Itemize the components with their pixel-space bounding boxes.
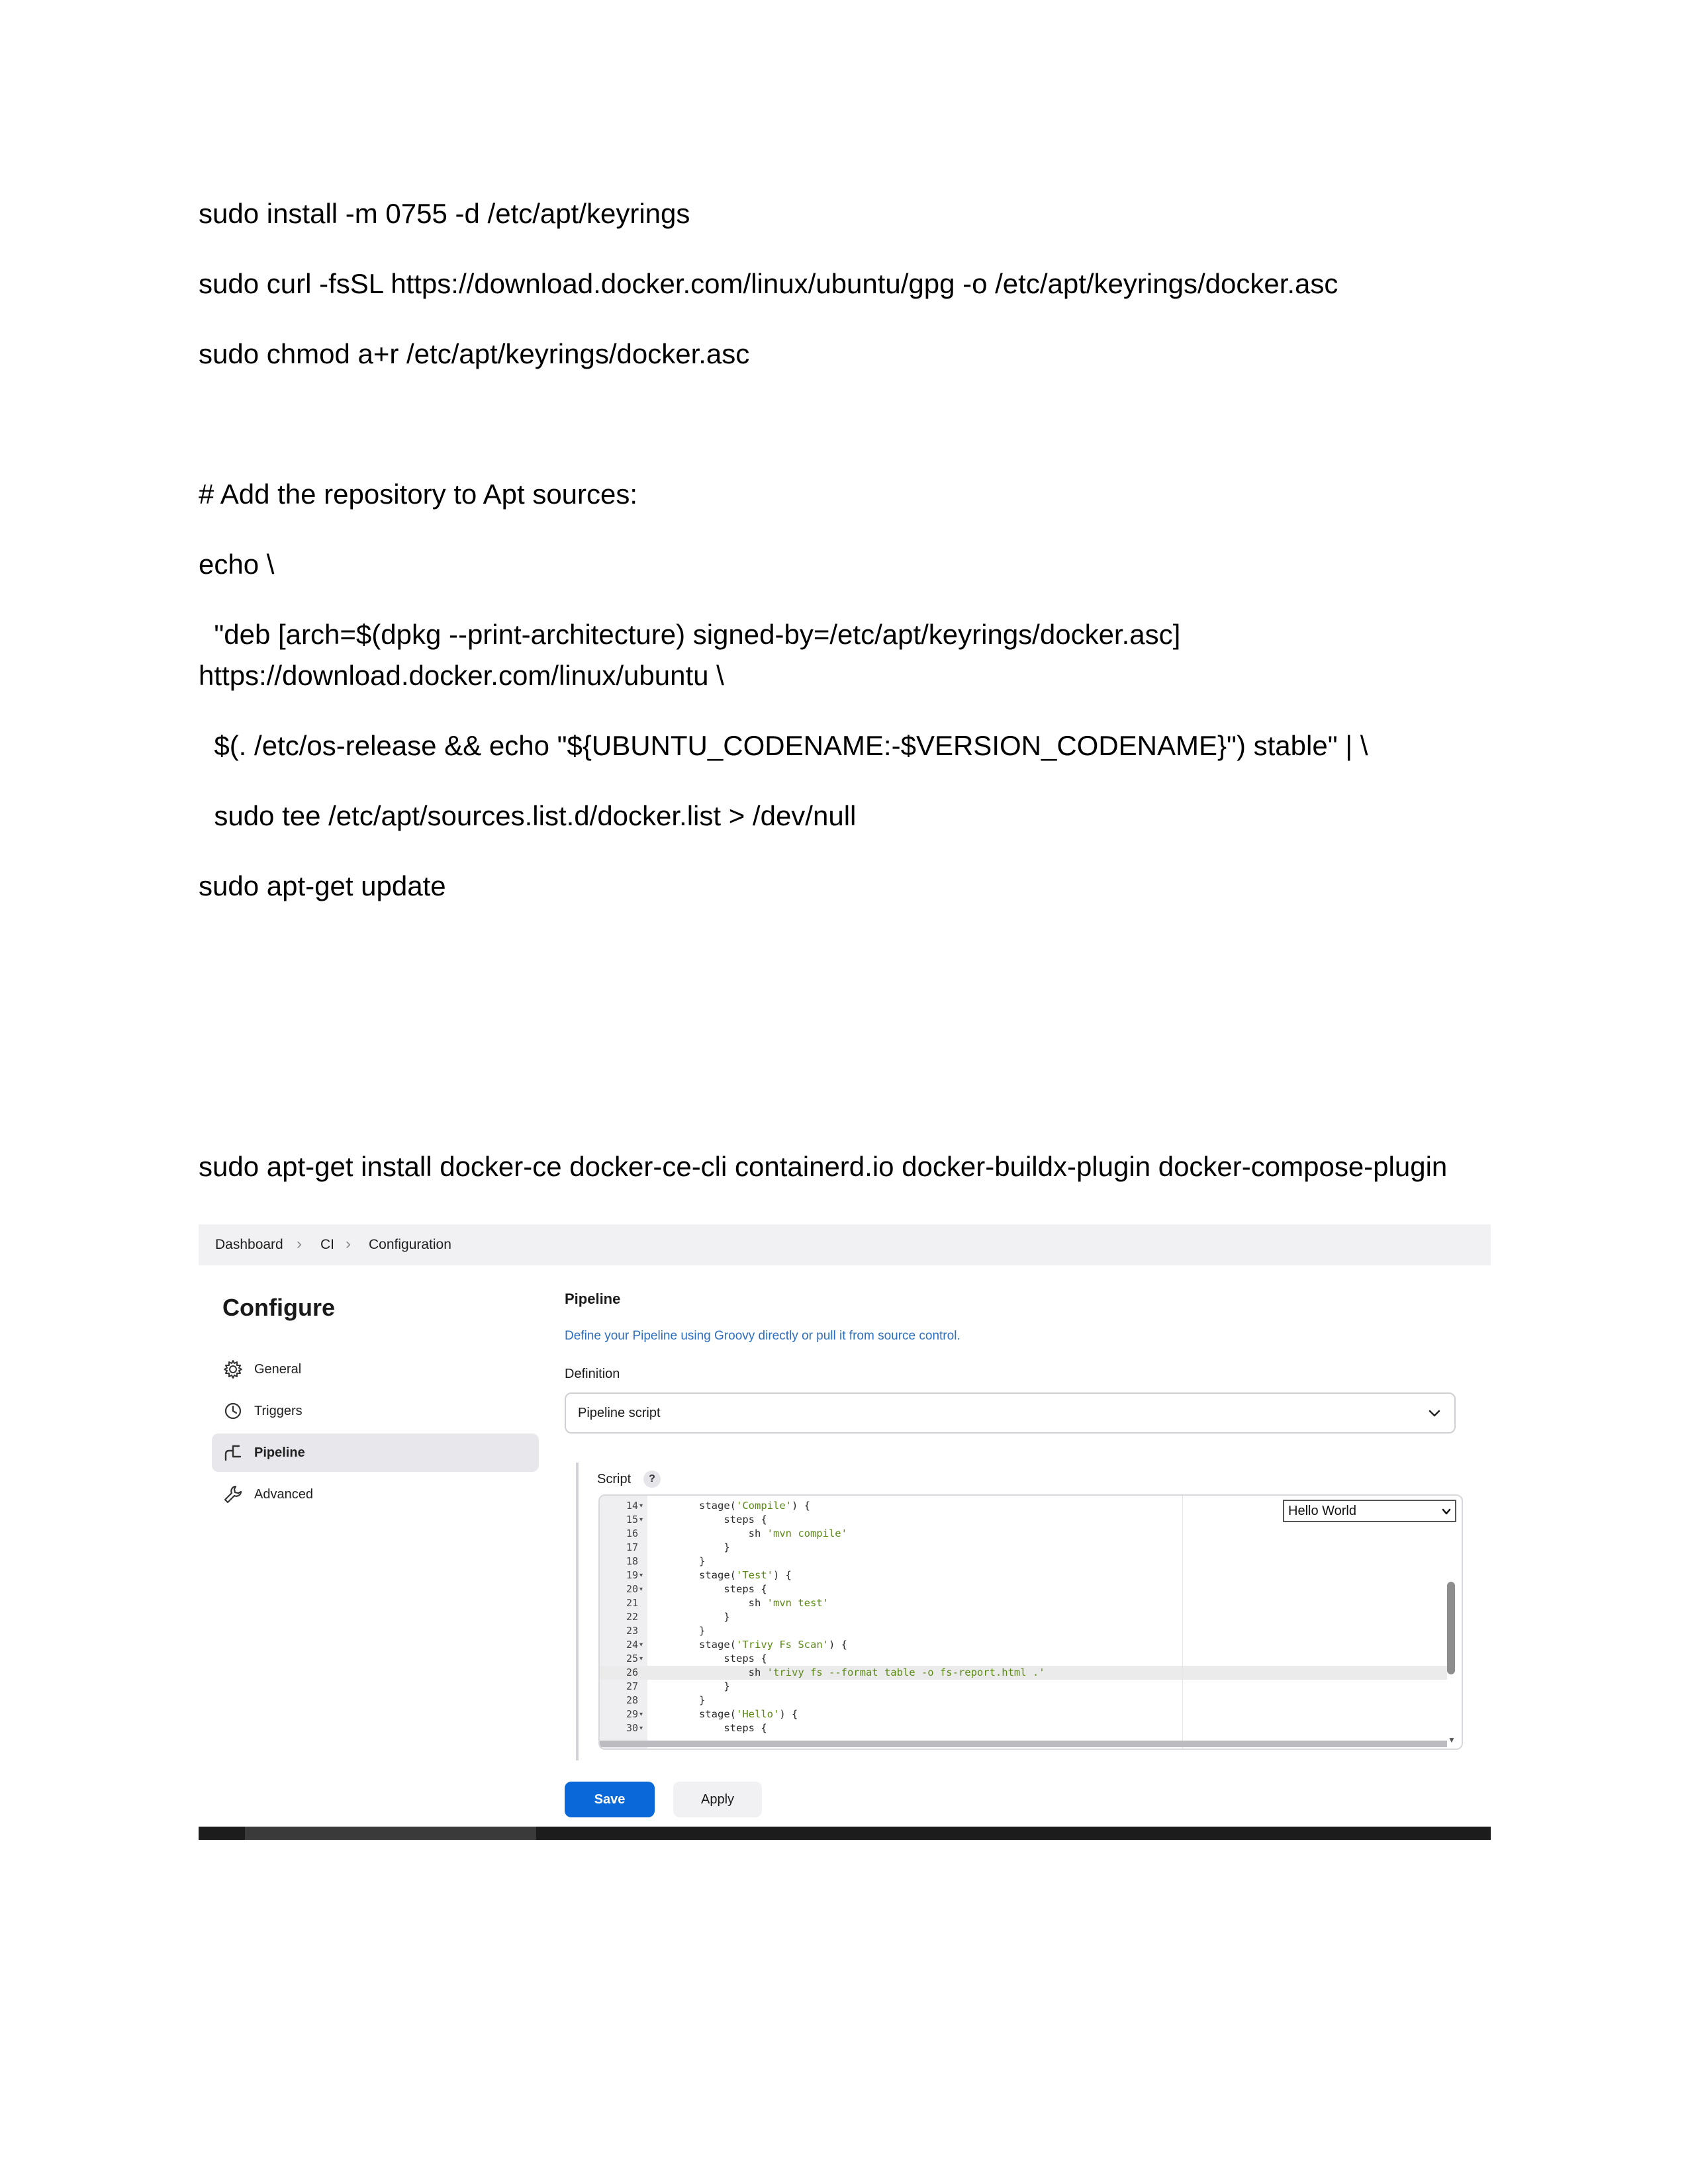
pipeline-heading: Pipeline — [565, 1291, 621, 1307]
line-number: 20 — [626, 1583, 638, 1595]
save-button[interactable]: Save — [565, 1782, 655, 1817]
sidebar-item-label: Pipeline — [254, 1445, 305, 1460]
print-margin — [1182, 1496, 1183, 1749]
line-number: 22 — [626, 1611, 638, 1623]
definition-label: Definition — [565, 1367, 620, 1381]
doc-line-3: sudo chmod a+r /etc/apt/keyrings/docker.asc — [199, 338, 750, 369]
doc-line-10: sudo apt-get update — [199, 870, 446, 901]
breadcrumb-configuration[interactable]: Configuration — [369, 1237, 451, 1252]
pipeline-icon — [222, 1442, 244, 1463]
fold-icon[interactable]: ▾ — [639, 1711, 643, 1718]
doc-line-7: https://download.docker.com/linux/ubuntu \ — [199, 660, 724, 691]
chevron-down-icon — [1440, 1506, 1452, 1518]
line-number: 30 — [626, 1722, 638, 1734]
line-number: 21 — [626, 1597, 638, 1609]
doc-line-2: sudo curl -fsSL https://download.docker.com/linux/ubuntu/gpg -o /etc/apt/keyrings/docker.asc — [199, 268, 1338, 299]
script-section — [576, 1463, 1459, 1760]
code-line: steps { — [699, 1514, 767, 1525]
jenkins-screenshot — [199, 1224, 1491, 1840]
code-line: sh 'mvn compile' — [699, 1527, 847, 1539]
fold-icon[interactable]: ▾ — [639, 1725, 643, 1732]
gear-icon — [222, 1359, 244, 1380]
code-line: sh 'trivy fs --format table -o fs-report.html .' — [699, 1666, 1045, 1678]
doc-line-5: echo \ — [199, 549, 275, 580]
definition-value: Pipeline script — [578, 1406, 661, 1420]
script-label: Script — [597, 1472, 632, 1486]
clock-icon — [222, 1400, 244, 1422]
line-number: 26 — [626, 1666, 638, 1678]
taskbar — [199, 1827, 1491, 1840]
code-line: stage('Trivy Fs Scan') { — [699, 1639, 847, 1651]
definition-select[interactable] — [565, 1392, 1456, 1433]
sidebar-item-pipeline[interactable] — [212, 1433, 539, 1472]
line-number: 29 — [626, 1708, 638, 1720]
fold-icon[interactable]: ▾ — [639, 1586, 643, 1593]
code-line: sh 'mvn test' — [699, 1597, 829, 1609]
code-line: steps { — [699, 1583, 767, 1595]
doc-line-8: $(. /etc/os-release && echo "${UBUNTU_CODENAME:-$VERSION_CODENAME}") stable" | \ — [199, 730, 1368, 761]
wrench-icon — [222, 1484, 244, 1505]
fold-icon[interactable]: ▾ — [639, 1572, 643, 1579]
line-number: 15 — [626, 1514, 638, 1525]
code-line: stage('Compile') { — [699, 1500, 810, 1512]
doc-line-6: "deb [arch=$(dpkg --print-architecture) signed-by=/etc/apt/keyrings/docker.asc] — [199, 619, 1181, 650]
breadcrumb-separator-icon: › — [346, 1235, 351, 1253]
fold-icon[interactable]: ▾ — [639, 1502, 643, 1510]
sidebar-item-label: Advanced — [254, 1487, 313, 1502]
taskbar-search[interactable] — [245, 1827, 536, 1840]
code-line: stage('Test') { — [699, 1569, 792, 1581]
sample-pipeline-value: Hello World — [1288, 1504, 1356, 1518]
line-number: 18 — [626, 1555, 638, 1567]
fold-icon[interactable]: ▾ — [639, 1516, 643, 1524]
code-line: steps { — [699, 1722, 767, 1734]
doc-line-1: sudo install -m 0755 -d /etc/apt/keyrings — [199, 198, 690, 229]
code-line: } — [699, 1541, 730, 1553]
horizontal-scrollbar[interactable] — [600, 1741, 1447, 1747]
line-number: 16 — [626, 1527, 638, 1539]
line-number: 27 — [626, 1680, 638, 1692]
fold-icon[interactable]: ▾ — [639, 1655, 643, 1662]
code-line: steps { — [699, 1653, 767, 1664]
line-number: 17 — [626, 1541, 638, 1553]
configure-title: Configure — [222, 1294, 335, 1321]
chevron-down-icon — [1427, 1405, 1442, 1421]
line-number: 19 — [626, 1569, 638, 1581]
line-number: 23 — [626, 1625, 638, 1637]
sidebar-item-label: General — [254, 1362, 302, 1377]
code-line: } — [699, 1694, 706, 1706]
breadcrumb — [199, 1224, 1491, 1265]
code-line: } — [699, 1611, 730, 1623]
script-editor[interactable] — [598, 1494, 1463, 1750]
sidebar-item-general[interactable] — [212, 1350, 539, 1388]
sidebar-item-advanced[interactable] — [212, 1475, 539, 1514]
sidebar-item-label: Triggers — [254, 1404, 303, 1418]
line-number: 24 — [626, 1639, 638, 1651]
breadcrumb-separator-icon: › — [297, 1235, 302, 1253]
code-line: } — [699, 1555, 706, 1567]
doc-line-11: sudo apt-get install docker-ce docker-ce-cli containerd.io docker-buildx-plugin docker-compose-plugin — [199, 1151, 1448, 1182]
scroll-down-arrow-icon[interactable]: ▼ — [1448, 1735, 1456, 1745]
help-icon[interactable]: ? — [643, 1471, 661, 1488]
line-number: 25 — [626, 1653, 638, 1664]
code-line: } — [699, 1680, 730, 1692]
apply-button[interactable]: Apply — [673, 1782, 762, 1817]
sidebar-item-triggers[interactable] — [212, 1392, 539, 1430]
pipeline-description: Define your Pipeline using Groovy directly or pull it from source control. — [565, 1329, 961, 1343]
line-number: 14 — [626, 1500, 638, 1512]
vertical-scrollbar[interactable] — [1447, 1582, 1455, 1674]
fold-icon[interactable]: ▾ — [639, 1641, 643, 1649]
breadcrumb-ci[interactable]: CI — [320, 1237, 334, 1252]
doc-line-4: # Add the repository to Apt sources: — [199, 478, 638, 510]
line-number: 28 — [626, 1694, 638, 1706]
sample-pipeline-select[interactable] — [1283, 1500, 1456, 1522]
code-line: stage('Hello') { — [699, 1708, 798, 1720]
breadcrumb-dashboard[interactable]: Dashboard — [215, 1237, 283, 1252]
code-line: } — [699, 1625, 706, 1637]
doc-line-9: sudo tee /etc/apt/sources.list.d/docker.list > /dev/null — [199, 800, 857, 831]
